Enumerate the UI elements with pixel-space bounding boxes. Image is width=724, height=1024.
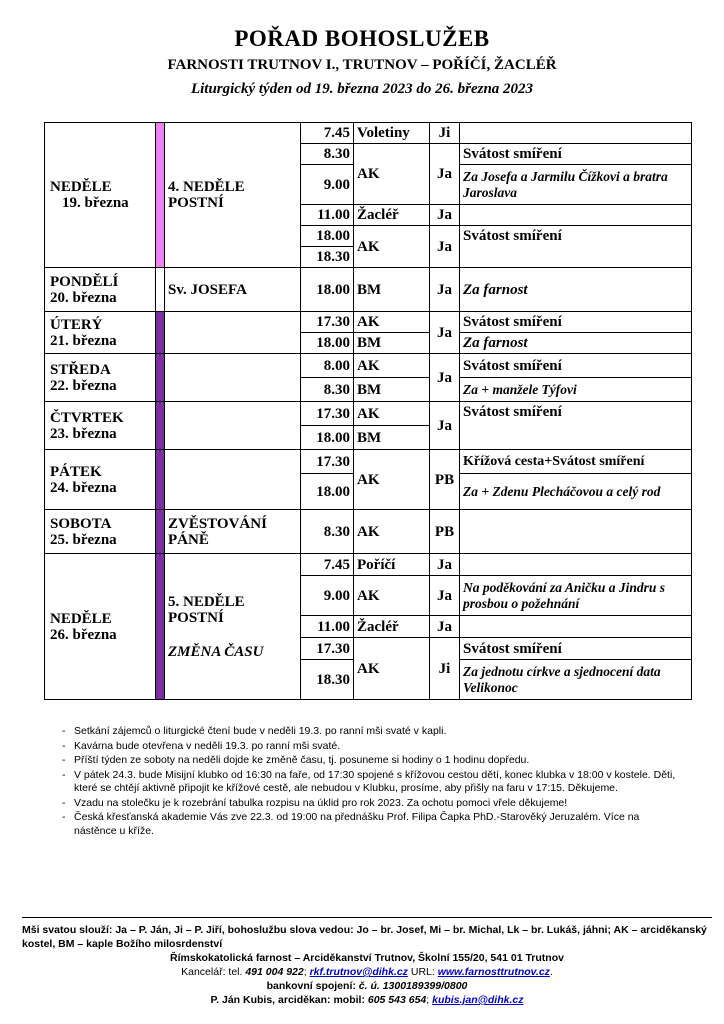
priest: Ja bbox=[430, 144, 460, 205]
time-change-note: ZMĚNA ČASU bbox=[168, 643, 264, 660]
day-cell bbox=[45, 123, 156, 268]
priest: Ji bbox=[430, 638, 460, 700]
liturgical-color bbox=[156, 450, 165, 510]
intention: Za jednotu církve a sjednocení data Velikonoc bbox=[460, 660, 692, 700]
day-date: 22. března bbox=[50, 377, 117, 394]
priest: Ja bbox=[430, 226, 460, 268]
intention: Svátost smíření bbox=[460, 226, 692, 268]
liturgical-color bbox=[156, 510, 165, 554]
intention: Za + manžele Týfovi bbox=[460, 378, 692, 402]
time: 8.30 bbox=[301, 144, 354, 165]
organization: Římskokatolická farnost – Arciděkanství Trutnov, Školní 155/20, 541 01 Trutnov bbox=[170, 952, 564, 964]
feast-cell bbox=[165, 312, 301, 354]
priest-label: P. Ján Kubis, arciděkan: mobil: bbox=[210, 994, 365, 1006]
time: 8.30 bbox=[301, 510, 354, 554]
day-date: 20. března bbox=[50, 289, 117, 306]
liturgical-color bbox=[156, 123, 165, 268]
time: 8.30 bbox=[301, 378, 354, 402]
schedule-table bbox=[44, 122, 692, 700]
priest: PB bbox=[430, 450, 460, 510]
intention: Za + Zdenu Plecháčovou a celý rod bbox=[460, 474, 692, 510]
day-date: 23. března bbox=[50, 425, 117, 442]
intention bbox=[460, 510, 692, 554]
day-cell bbox=[45, 354, 156, 402]
announcement-item: - Setkání zájemců o liturgické čtení bude v neděli 19.3. po ranní mši svaté v kapli. bbox=[62, 725, 682, 739]
day-cell bbox=[45, 554, 156, 700]
day-date: 26. března bbox=[50, 626, 117, 643]
table-row bbox=[45, 312, 692, 333]
day-cell bbox=[45, 402, 156, 450]
day-cell bbox=[45, 312, 156, 354]
priest-email-link[interactable]: kubis.jan@dihk.cz bbox=[432, 994, 524, 1006]
feast-cell bbox=[165, 354, 301, 402]
day-name: STŘEDA bbox=[50, 361, 111, 378]
table-row bbox=[45, 450, 692, 474]
day-date: 21. března bbox=[50, 332, 117, 349]
time: 9.00 bbox=[301, 576, 354, 616]
office-email-link[interactable]: rkf.trutnov@dihk.cz bbox=[309, 966, 408, 978]
place: AK bbox=[354, 576, 430, 616]
time: 8.00 bbox=[301, 354, 354, 378]
time: 18.00 bbox=[301, 268, 354, 312]
time: 18.30 bbox=[301, 660, 354, 700]
day-name: ČTVRTEK bbox=[50, 409, 124, 426]
intention: Na poděkování za Aničku a Jindru s prosbou o požehnání bbox=[460, 576, 692, 616]
announcement-item: - Příští týden ze soboty na neděli dojde ke změně času, tj. posuneme si hodiny o 1 hodinu dopředu. bbox=[62, 754, 682, 768]
office-contact: Kancelář: tel. 491 004 922; rkf.trutnov@dihk.cz URL: www.farnosttrutnov.cz. bbox=[181, 966, 553, 978]
intention: Svátost smíření bbox=[460, 354, 692, 378]
place: Voletiny bbox=[354, 123, 430, 144]
priest: Ja bbox=[430, 312, 460, 354]
priest-phone: 605 543 654 bbox=[367, 994, 427, 1006]
announcement-item: - V pátek 24.3. bude Misijní klubko od 16:30 na faře, od 17:30 spojené s křížovou cestou dětí, konec klubka v 18:00 v kostele. Děti, které se chtějí aktivně připojit ke křížové cestě, ale nebudou v Klubku, prosíme, aby přišly na faru v 17:15. Děkujeme. bbox=[62, 769, 682, 796]
liturgical-color bbox=[156, 554, 165, 700]
day-date: 19. března bbox=[62, 195, 129, 211]
place: AK bbox=[354, 402, 430, 426]
time: 17.30 bbox=[301, 402, 354, 426]
time: 11.00 bbox=[301, 616, 354, 638]
liturgical-week: Liturgický týden od 19. března 2023 do 26. března 2023 bbox=[190, 81, 534, 97]
intention: Za Josefa a Jarmilu Čížkovi a bratra Jaroslava bbox=[460, 165, 692, 205]
url-label: URL: bbox=[410, 966, 435, 978]
feast-cell bbox=[165, 554, 301, 700]
time: 18.00 bbox=[301, 333, 354, 354]
intention: Svátost smíření bbox=[460, 402, 692, 450]
intention: Za farnost bbox=[460, 268, 692, 312]
feast-name: 5. NEDĚLE POSTNÍ bbox=[168, 593, 245, 626]
place: BM bbox=[354, 426, 430, 450]
time: 11.00 bbox=[301, 205, 354, 226]
day-date: 24. března bbox=[50, 479, 117, 496]
time: 17.30 bbox=[301, 638, 354, 660]
place: BM bbox=[354, 333, 430, 354]
time: 17.30 bbox=[301, 450, 354, 474]
time: 17.30 bbox=[301, 312, 354, 333]
time: 9.00 bbox=[301, 165, 354, 205]
priest-contact: P. Ján Kubis, arciděkan: mobil: 605 543 654; kubis.jan@dihk.cz bbox=[210, 994, 524, 1006]
time: 18.00 bbox=[301, 474, 354, 510]
time: 7.45 bbox=[301, 123, 354, 144]
feast-cell: ZVĚSTOVÁNÍ PÁNĚ bbox=[165, 510, 301, 554]
priest: Ja bbox=[430, 576, 460, 616]
bank-account: č. ú. 1300189399/0800 bbox=[358, 980, 468, 992]
intention: Svátost smíření bbox=[460, 312, 692, 333]
table-row bbox=[45, 510, 692, 554]
priest: PB bbox=[430, 510, 460, 554]
liturgical-color bbox=[156, 402, 165, 450]
time: 18.00 bbox=[301, 226, 354, 247]
place: AK bbox=[354, 226, 430, 268]
place: BM bbox=[354, 268, 430, 312]
place: AK bbox=[354, 144, 430, 205]
footer bbox=[22, 923, 712, 1007]
place: AK bbox=[354, 638, 430, 700]
day-cell bbox=[45, 450, 156, 510]
bank-info bbox=[22, 979, 712, 993]
priest: Ja bbox=[430, 205, 460, 226]
priest: Ja bbox=[430, 268, 460, 312]
liturgical-color bbox=[156, 354, 165, 402]
day-name: NEDĚLE bbox=[50, 610, 112, 627]
day-cell bbox=[45, 510, 156, 554]
table-row bbox=[45, 268, 692, 312]
intention: Svátost smíření bbox=[460, 144, 692, 165]
priest: Ji bbox=[430, 123, 460, 144]
place: Žacléř bbox=[354, 616, 430, 638]
place: Žacléř bbox=[354, 205, 430, 226]
feast-cell: Sv. JOSEFA bbox=[165, 268, 301, 312]
priest-legend: Mši svatou slouží: Ja – P. Ján, Ji – P. Jiří, bohoslužbu slova vedou: Jo – br. Josef, Mi – br. Michal, Lk – br. Lukáš, jáhni; AK – arciděkanský kostel, BM – kaple Božího milosrdenství bbox=[22, 924, 707, 950]
day-cell bbox=[45, 268, 156, 312]
day-name: SOBOTA bbox=[50, 515, 112, 532]
place: Poříčí bbox=[354, 554, 430, 576]
footer-divider bbox=[22, 917, 712, 918]
day-name: PONDĚLÍ bbox=[50, 273, 119, 290]
feast-cell bbox=[165, 402, 301, 450]
office-label: Kancelář: tel. bbox=[181, 966, 243, 978]
table-row bbox=[45, 554, 692, 576]
parish-subtitle: FARNOSTI TRUTNOV I., TRUTNOV – POŘÍČÍ, ŽACLÉŘ bbox=[167, 57, 557, 73]
announcements bbox=[62, 725, 682, 839]
feast-cell: 4. NEDĚLE POSTNÍ bbox=[165, 123, 301, 268]
intention bbox=[460, 554, 692, 576]
day-name: NEDĚLE bbox=[50, 179, 112, 195]
page-title: POŘAD BOHOSLUŽEB bbox=[234, 26, 490, 51]
place: AK bbox=[354, 450, 430, 510]
intention bbox=[460, 205, 692, 226]
website-link[interactable]: www.farnosttrutnov.cz bbox=[437, 966, 550, 978]
place: BM bbox=[354, 378, 430, 402]
place: AK bbox=[354, 510, 430, 554]
office-phone: 491 004 922 bbox=[245, 966, 304, 978]
announcement-item: - Vzadu na stolečku je k rozebrání tabulka rozpisu na úklid pro rok 2023. Za ochotu pomoci vřele děkujeme! bbox=[62, 797, 682, 811]
intention bbox=[460, 616, 692, 638]
bank-label: bankovní spojení: bbox=[266, 980, 356, 992]
intention bbox=[460, 123, 692, 144]
intention: Svátost smíření bbox=[460, 638, 692, 660]
priest: Ja bbox=[430, 354, 460, 402]
intention: Za farnost bbox=[460, 333, 692, 354]
table-row bbox=[45, 354, 692, 378]
day-date: 25. března bbox=[50, 531, 117, 548]
table-row bbox=[45, 123, 692, 144]
feast-cell bbox=[165, 450, 301, 510]
time: 7.45 bbox=[301, 554, 354, 576]
liturgical-color bbox=[156, 312, 165, 354]
priest: Ja bbox=[430, 402, 460, 450]
intention: Křížová cesta+Svátost smíření bbox=[460, 450, 692, 474]
place: AK bbox=[354, 354, 430, 378]
priest: Ja bbox=[430, 616, 460, 638]
time: 18.00 bbox=[301, 426, 354, 450]
time: 18.30 bbox=[301, 247, 354, 268]
day-name: PÁTEK bbox=[50, 463, 102, 480]
day-name: ÚTERÝ bbox=[50, 316, 103, 333]
announcement-item: - Česká křesťanská akademie Vás zve 22.3. od 19:00 na přednášku Prof. Filipa Čapka PhD.-Starověký Jeruzalém. Více na nástěnce u kříže. bbox=[62, 811, 682, 838]
liturgical-color bbox=[156, 268, 165, 312]
priest: Ja bbox=[430, 554, 460, 576]
table-row bbox=[45, 402, 692, 426]
announcement-item: - Kavárna bude otevřena v neděli 19.3. po ranní mši svaté. bbox=[62, 740, 682, 754]
place: AK bbox=[354, 312, 430, 333]
